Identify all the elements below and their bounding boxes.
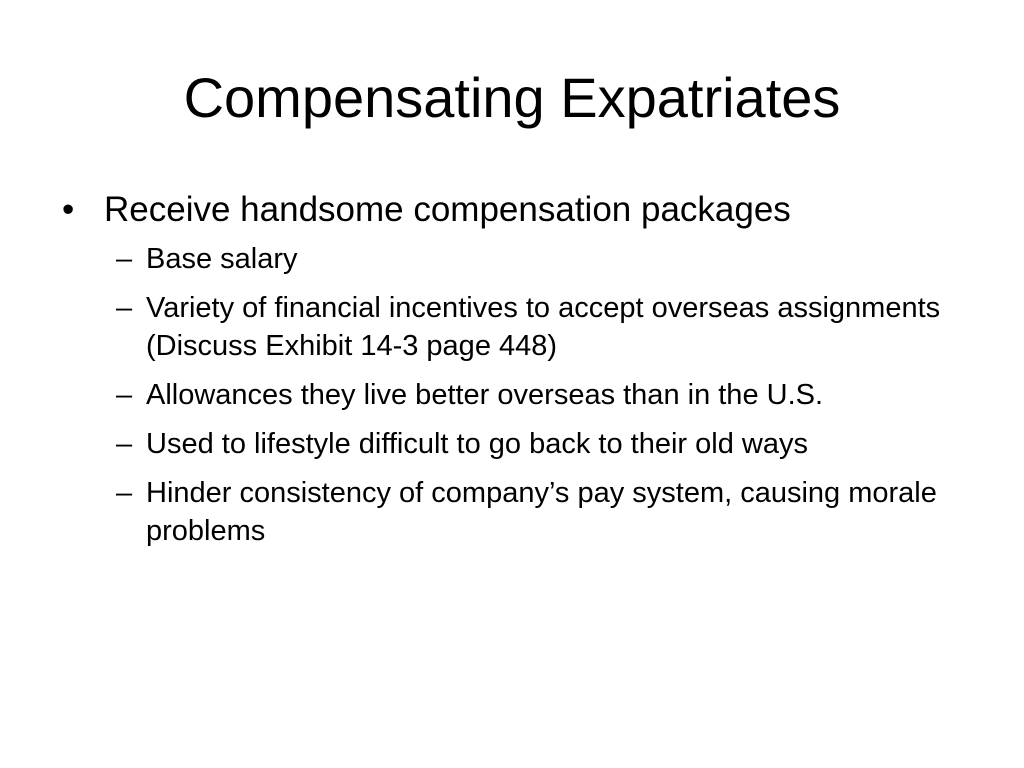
sub-bullet-item bbox=[116, 240, 996, 278]
sub-bullet-list bbox=[116, 240, 996, 561]
sub-bullet-item bbox=[116, 289, 996, 365]
sub-bullet-text: Hinder consistency of company’s pay system, causing morale problems bbox=[146, 477, 937, 547]
dash-marker: – bbox=[116, 477, 133, 509]
sub-bullet-text: Allowances they live better overseas than in the U.S. bbox=[146, 379, 824, 411]
sub-bullet-text: Base salary bbox=[146, 243, 298, 275]
sub-bullet-item bbox=[116, 376, 996, 414]
sub-bullet-text: Variety of financial incentives to accept overseas assignments (Discuss Exhibit 14-3 page 448) bbox=[146, 292, 941, 362]
sub-bullet-item bbox=[116, 474, 996, 550]
sub-bullet-item bbox=[116, 425, 996, 463]
slide-title: Compensating Expatriates bbox=[183, 66, 841, 129]
dash-marker: – bbox=[116, 428, 133, 460]
bullet-marker: • bbox=[62, 190, 75, 229]
sub-bullet-text: Used to lifestyle difficult to go back to their old ways bbox=[146, 428, 808, 460]
bullet-item bbox=[60, 187, 1000, 233]
dash-marker: – bbox=[116, 379, 133, 411]
bullet-text: Receive handsome compensation packages bbox=[104, 190, 791, 229]
dash-marker: – bbox=[116, 292, 133, 324]
dash-marker: – bbox=[116, 243, 133, 275]
